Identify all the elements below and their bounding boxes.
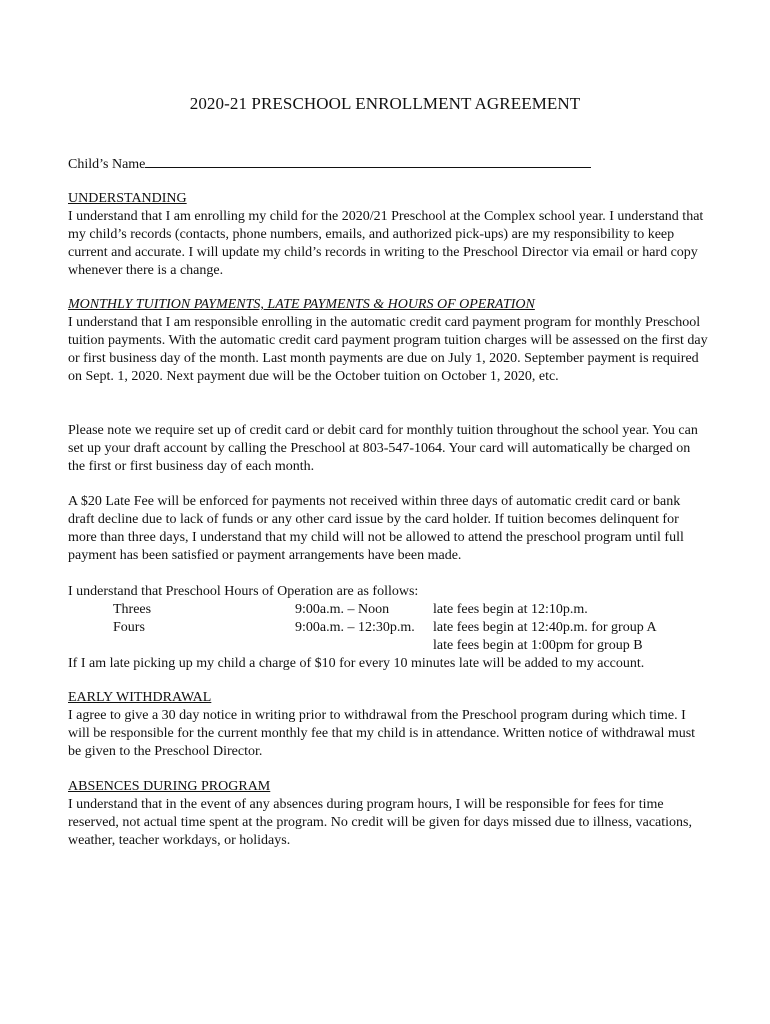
absences-heading: ABSENCES DURING PROGRAM [68,779,271,794]
child-name-blank-line[interactable] [145,153,591,168]
understanding-heading: UNDERSTANDING [68,191,187,206]
late-pickup-text: If I am late picking up my child a charge of $10 for every 10 minutes late will be added to my account. [68,656,645,671]
tuition-paragraph-2: Please note we require set up of credit card or debit card for monthly tuition throughout the school year. You can set up your draft account by calling the Preschool at 803-547-1064. Your card will automatically be charged on the first or first business day of each month. [68,423,698,474]
understanding-section [68,190,708,280]
document-title: 2020-21 PRESCHOOL ENROLLMENT AGREEMENT [189,94,581,113]
tuition-paragraph-3-block [68,493,708,565]
tuition-paragraph-2-block [68,422,708,476]
hours-block [68,583,708,673]
withdrawal-section [68,689,708,761]
hours-intro-row [68,583,708,601]
hours-group: Fours [113,620,145,635]
hours-group: Threes [113,602,152,617]
hours-time: 9:00a.m. – 12:30p.m. [295,620,415,635]
hours-late-fee: late fees begin at 1:00pm for group B [433,638,643,653]
late-pickup-row [68,655,708,673]
tuition-paragraph-3: A $20 Late Fee will be enforced for payments not received within three days of automatic credit card or bank draft decline due to lack of funds or any other card issue by the card holder. If tuition becomes delinquent for more than three days, I understand that my child will not be allowed to attend the preschool program until full payment has been satisfied or payment arrangements have been made. [68,494,684,563]
tuition-heading: MONTHLY TUITION PAYMENTS, LATE PAYMENTS & HOURS OF OPERATION [68,297,535,312]
hours-late-fee: late fees begin at 12:40p.m. for group A [433,620,657,635]
hours-intro: I understand that Preschool Hours of Operation are as follows: [68,584,419,599]
hours-time: 9:00a.m. – Noon [295,602,390,617]
tuition-section [68,296,708,386]
withdrawal-heading: EARLY WITHDRAWAL [68,690,212,705]
tuition-paragraph-1: I understand that I am responsible enrolling in the automatic credit card payment program for monthly Preschool tuition payments. With the automatic credit card payment program tuition charges will be assessed on the first day or first business day of the month. Last month payments are due on July 1, 2020. September payment is required on Sept. 1, 2020. Next payment due will be the October tuition on October 1, 2020, etc. [68,315,708,384]
child-name-field [68,153,591,174]
hours-row [68,619,708,637]
absences-section [68,778,708,850]
absences-text: I understand that in the event of any absences during program hours, I will be responsible for fees for time reserved, not actual time spent at the program. No credit will be given for days missed due to illness, vacations, weather, teacher workdays, or holidays. [68,797,692,848]
hours-late-fee: late fees begin at 12:10p.m. [433,602,588,617]
hours-row [68,601,708,619]
hours-row [68,637,708,655]
withdrawal-text: I agree to give a 30 day notice in writing prior to withdrawal from the Preschool program during which time. I will be responsible for the current monthly fee that my child is in attendance. Written notice of withdrawal must be given to the Preschool Director. [68,708,696,759]
understanding-text: I understand that I am enrolling my child for the 2020/21 Preschool at the Complex school year. I understand that my child’s records (contacts, phone numbers, emails, and authorized pick-ups) are my responsibility to keep current and accurate. I will update my child’s records in writing to the Preschool Director via email or hard copy whenever there is a change. [68,209,704,278]
child-name-label: Child’s Name [68,157,146,172]
